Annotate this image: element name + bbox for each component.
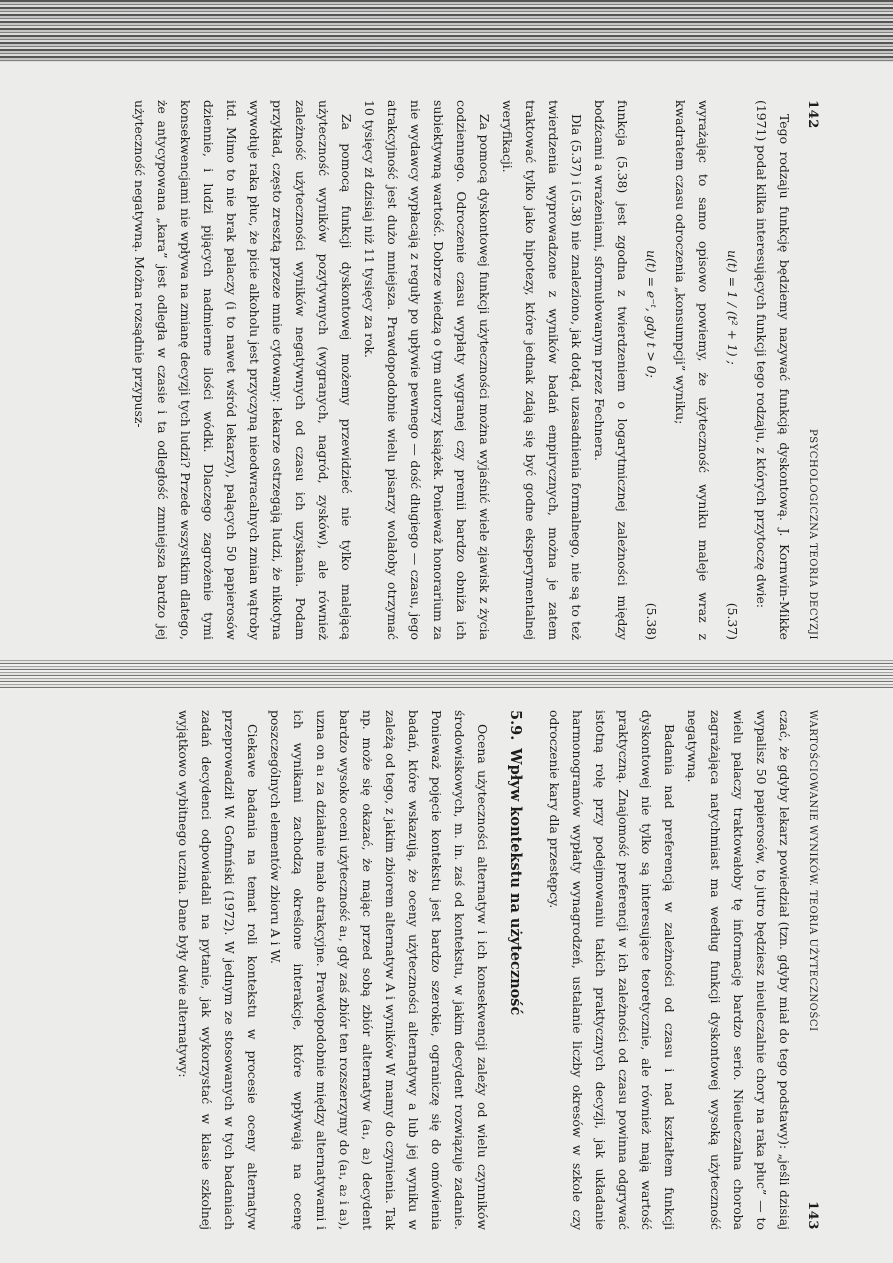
section-title: Wpływ kontekstu na użyteczność (507, 748, 524, 1016)
left-running-head-title: PSYCHOLOGICZNA TEORIA DECYZJI (807, 428, 818, 640)
section-heading (504, 710, 527, 1230)
right-running-head-title: WARTOŚCIOWANIE WYNIKÓW. TEORIA UŻYTECZNOŚCI (807, 710, 818, 1032)
right-para-2: Badania nad preferencją w zależności od czasu i nad kształtem funkcji dyskontowej nie tylko są interesujące teoretycznie, ale również mają wartość praktyczną. Znajomość preferencji w ich zależności od czasu powinna odgrywać istotną rolę przy podejmowaniu takich praktycznych decyzji, jak układanie harmonogramów wypłaty wynagrodzeń, ustalanie liczby okresów w szkole czy odroczenie kary dla przestępcy. (547, 710, 677, 1230)
formula-5-37-number: (5.37) (725, 602, 740, 640)
right-page (172, 710, 820, 1230)
left-para-3: funkcja (5.38) jest zgodna z twierdzeniem o logarytmicznej zależności między bodźcami a wrażeniami, sformułowanym przez Fechnera. (592, 100, 630, 640)
right-page-number: 143 (805, 1201, 820, 1230)
formula-5-38-expr: u(t) = e⁻ᵗ, gdy t > 0; (644, 250, 659, 378)
left-para-1: Tego rodzaju funkcję będziemy nazywać funkcją dyskontową. J. Kornwin-Mikke (1971) podał kilka interesujących funkcji tego rodzaju, z których przytoczę dwie: (754, 100, 792, 640)
formula-5-37-expr: u(t) = 1 / (t² + 1) ; (725, 250, 740, 365)
scan-artifact-top (0, 0, 893, 62)
section-number: 5.9. (507, 710, 524, 741)
left-running-head (804, 100, 820, 640)
left-para-6: Za pomocą funkcji dyskontowej możemy przewidzieć nie tylko malejącą użyteczność wyników pozytywnych (wygranych, nagród, zysków), ale również zależność użyteczności wyników negatywnych od czasu ich uzyskania. Podam przykład, często zresztą przeze mnie cytowany: lekarze ostrzegają ludzi, że nikotyna wywołuje raka płuc, że picie alkoholu jest przyczyną nieodwracalnych zmian wątroby itd. Mimo to nie brak palaczy (i to nawet wśród lekarzy), palących 50 papierosów dziennie, i ludzi pijących nadmierne ilości wódki. Dlaczego zagrożenie tymi konsekwencjami nie wpływa na zmianę decyzji tych ludzi? Przede wszystkim dlatego, że antycypowana „kara” jest odległa w czasie i ta odległość zmniejsza bardzo jej użyteczność negatywną. Można rozsądnie przypusz- (132, 100, 354, 640)
left-para-2: wyrażając to samo opisowo powiemy, że użyteczność wyniku maleje wraz z kwadratem czasu odroczenia „konsumpcji” wyniku; (673, 100, 711, 640)
formula-5-37 (721, 100, 744, 640)
formula-5-38 (640, 100, 663, 640)
right-para-3: Ocena użyteczności alternatyw i ich konsekwencji zależy od wielu czynników środowiskowych, m. in. zaś od kontekstu, w jakim decydent rozwiązuje zadanie. Ponieważ pojęcie kontekstu jest bardzo szerokie, ograniczę się do omówienia badań, które wskazują, że oceny użyteczności alternatywy a lub jej wyniku w zależą od tego, z jakim zbiorem alternatyw A i wyników W mamy do czynienia. Tak np. może się okazać, że mając przed sobą zbiór alternatyw (a₁, a₂) decydent bardzo wysoko oceni użyteczność a₁, gdy zaś zbiór ten rozszerzymy do (a₁, a₂ i a₃), uzna on a₁ za działanie mało atrakcyjne. Prawdopodobnie między alternatywami i ich wynikami zachodzą określone interakcje, które wpływają na ocenę poszczególnych elementów zbioru A i W. (268, 710, 490, 1230)
left-page (128, 100, 820, 640)
right-para-1: czać, że gdyby lekarz powiedział (tzn. gdyby miał do tego podstawy): „jeśli dzisiaj wypalisz 50 papierosów, to jutro będziesz nieuleczalnie chory na raka płuc” — to wielu palaczy traktowałoby tę informację bardzo serio. Nieuleczalna choroba zagrażająca natychmiast ma według funkcji dyskontowej wysoką użyteczność negatywną. (685, 710, 792, 1230)
left-page-number: 142 (805, 100, 820, 129)
right-para-4: Ciekawe badania na temat roli kontekstu w procesie oceny alternatyw przeprowadził W. Gofmński (1972). W jednym ze stosowanych w tych badaniach zadań decydenci odpowiadali na pytanie, jak wykorzystać w klasie szkolnej wyjątkowo wybitnego ucznia. Dane były dwie alternatywy: (176, 710, 260, 1230)
formula-5-38-number: (5.38) (644, 602, 659, 640)
left-para-4: Dla (5.37) i (5.38) nie znaleziono, jak dotąd, uzasadnienia formalnego, nie są to też twierdzenia wyprowadzone z wyników badań empirycznych, można je zatem traktować tylko jako hipotezy, które jednak zdają się być godne eksperymentalnej weryfikacji. (500, 100, 584, 640)
scan-artifact-gutter (0, 660, 893, 690)
right-running-head (804, 710, 820, 1230)
left-para-5: Za pomocą dyskontowej funkcji użyteczności można wyjaśnić wiele zjawisk z życia codziennego. Odroczenie czasu wypłaty wygranej czy premii bardzo obniża ich subiektywną wartość. Dobrze wiedzą o tym autorzy książek. Ponieważ honorarium za nie wydawcy wypłacają z reguły po upływie pewnego — dość długiego — czasu, jego atrakcyjność jest dużo mniejsza. Prawdopodobnie wielu pisarzy wolałoby otrzymać 10 tysięcy zł dzisiaj niż 11 tysięcy za rok. (362, 100, 492, 640)
